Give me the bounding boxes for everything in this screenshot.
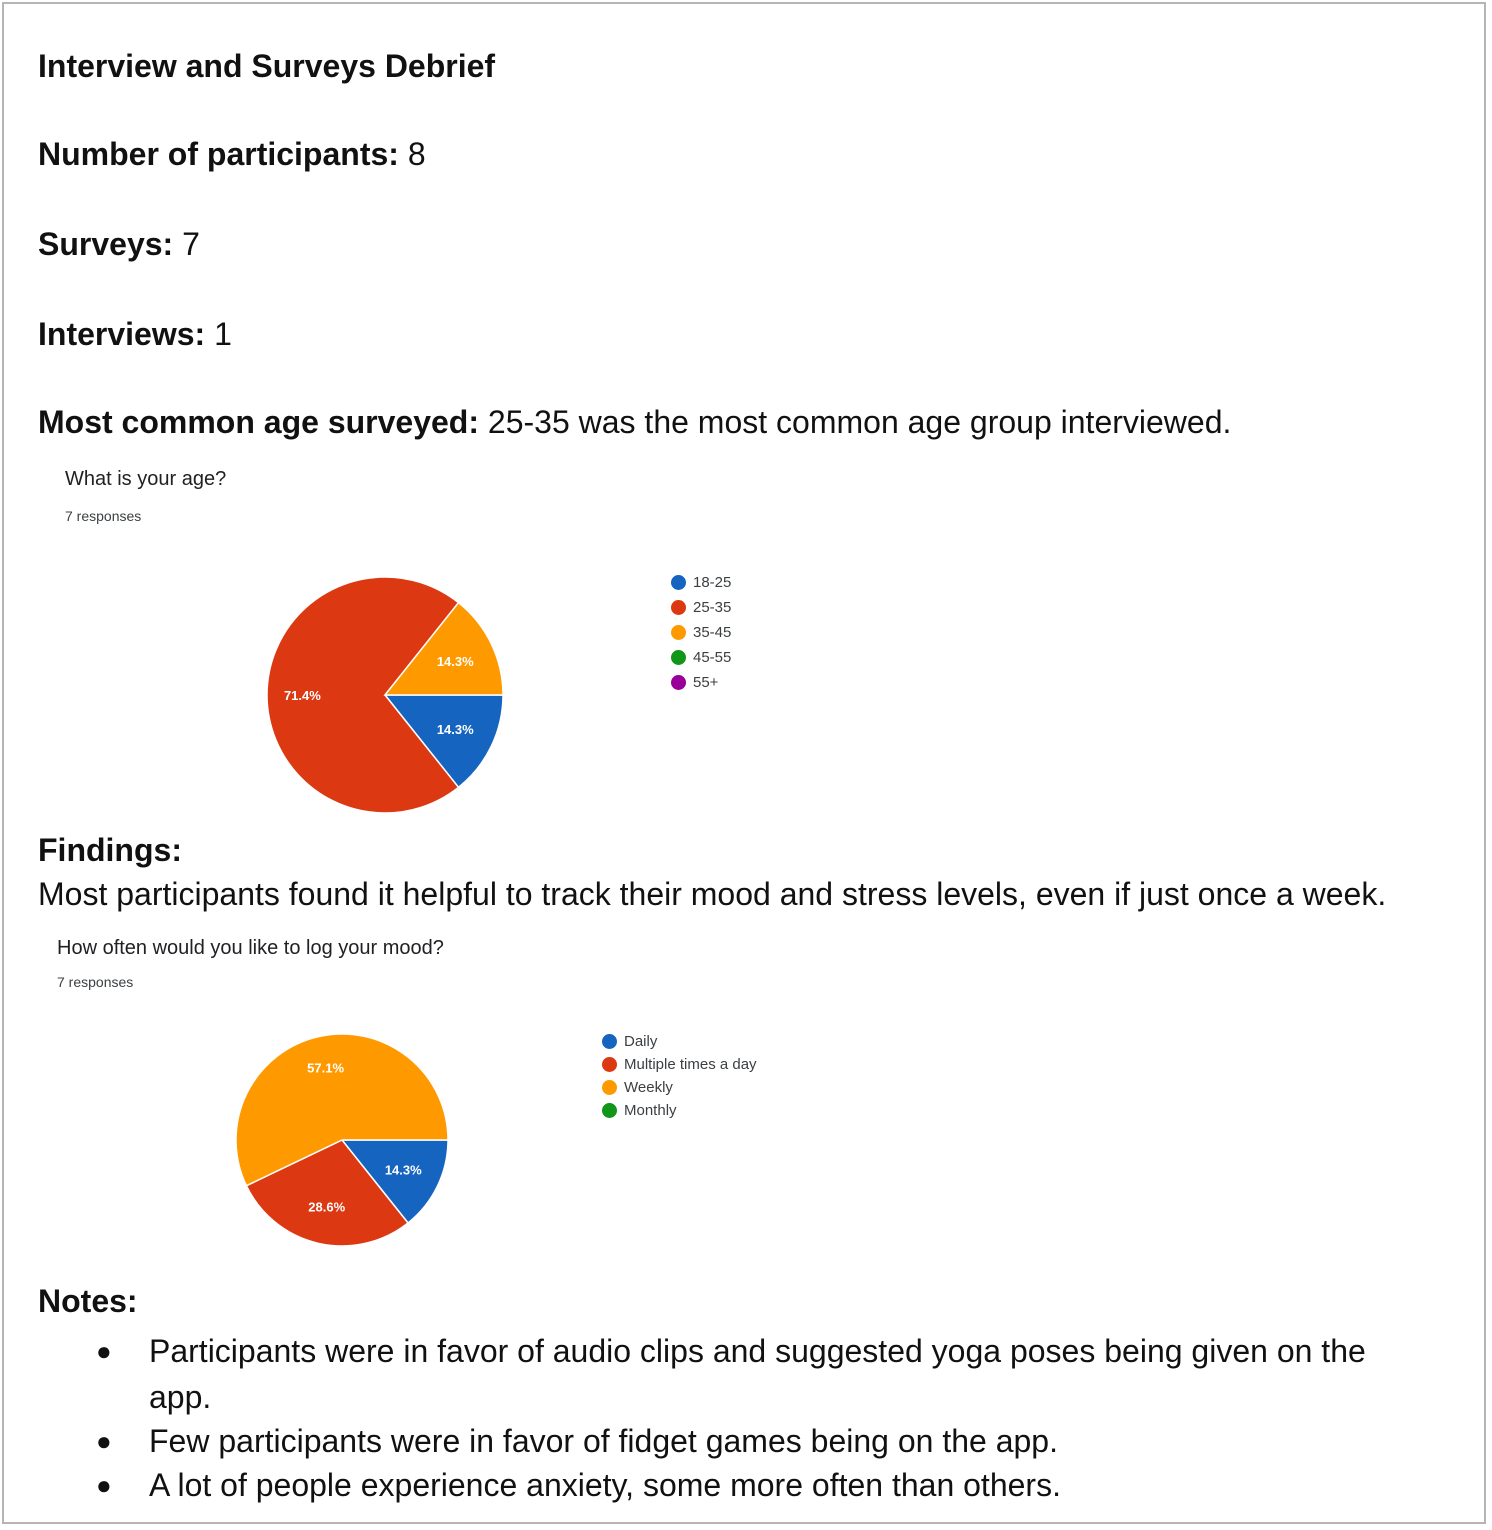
surveys-line <box>38 226 200 263</box>
legend-label: 25-35 <box>693 599 732 616</box>
notes-list <box>38 1328 1458 1508</box>
participants-value: 8 <box>407 136 426 172</box>
age-chart-subtitle: 7 responses <box>65 508 142 524</box>
bullet-icon: ● <box>96 1470 112 1500</box>
note-text: A lot of people experience anxiety, some more often than others. <box>149 1467 1061 1503</box>
legend-item-45-55 <box>671 645 731 670</box>
pie-label-35-45: 14.3% <box>436 654 474 670</box>
findings-label: Findings: <box>38 832 182 868</box>
legend-label: 35-45 <box>693 624 732 641</box>
legend-label: Monthly <box>624 1102 677 1119</box>
pie-label-Weekly: 57.1% <box>307 1060 345 1076</box>
legend-dot-icon <box>602 1057 617 1072</box>
mood-chart-legend <box>602 1030 757 1122</box>
age-chart-legend <box>671 570 731 695</box>
legend-item-Weekly <box>602 1076 757 1099</box>
age-text: 25-35 was the most common age group interviewed. <box>487 404 1232 440</box>
participants-line <box>38 136 426 173</box>
legend-dot-icon <box>671 675 686 690</box>
participants-label: Number of participants: <box>38 136 399 172</box>
mood-chart-title: How often would you like to log your mood? <box>57 937 444 959</box>
interviews-value: 1 <box>214 316 232 352</box>
note-text: Participants were in favor of audio clips and suggested yoga poses being given on the <box>149 1333 1366 1369</box>
findings-text: Most participants found it helpful to track their mood and stress levels, even if just once a week. <box>38 876 1387 912</box>
legend-item-Daily <box>602 1030 757 1053</box>
mood-pie-chart <box>226 1024 458 1256</box>
legend-label: 55+ <box>693 674 719 691</box>
interviews-line <box>38 316 232 353</box>
document-page <box>2 2 1486 1524</box>
list-item <box>38 1462 1458 1508</box>
age-label: Most common age surveyed: <box>38 404 479 440</box>
pie-label-Multiple times a day: 28.6% <box>308 1199 346 1215</box>
legend-item-25-35 <box>671 595 731 620</box>
notes-line <box>38 1283 138 1320</box>
legend-dot-icon <box>671 575 686 590</box>
pie-label-25-35: 71.4% <box>283 688 321 703</box>
interviews-label: Interviews: <box>38 316 206 352</box>
legend-dot-icon <box>671 650 686 665</box>
page-title: Interview and Surveys Debrief <box>38 48 496 84</box>
legend-item-Monthly <box>602 1099 757 1122</box>
pie-label-18-25: 14.3% <box>436 721 474 737</box>
age-line <box>38 404 1231 441</box>
legend-dot-icon <box>602 1034 617 1049</box>
legend-item-18-25 <box>671 570 731 595</box>
note-text: app. <box>149 1379 212 1415</box>
mood-chart-subtitle: 7 responses <box>57 974 134 990</box>
legend-label: 45-55 <box>693 649 732 666</box>
legend-label: Multiple times a day <box>624 1056 757 1073</box>
bullet-icon: ● <box>96 1426 112 1456</box>
surveys-value: 7 <box>182 226 200 262</box>
legend-label: Weekly <box>624 1079 673 1096</box>
age-pie-chart <box>255 565 515 825</box>
surveys-label: Surveys: <box>38 226 174 262</box>
legend-dot-icon <box>602 1103 617 1118</box>
list-item <box>38 1328 1458 1374</box>
age-chart-title: What is your age? <box>65 468 227 490</box>
list-item <box>38 1418 1458 1464</box>
legend-dot-icon <box>671 625 686 640</box>
legend-label: Daily <box>624 1033 658 1050</box>
findings-line <box>38 832 182 869</box>
notes-label: Notes: <box>38 1283 138 1319</box>
note-text: Few participants were in favor of fidget games being on the app. <box>149 1423 1058 1459</box>
legend-dot-icon <box>602 1080 617 1095</box>
legend-item-55+ <box>671 670 731 695</box>
legend-label: 18-25 <box>693 574 732 591</box>
legend-item-35-45 <box>671 620 731 645</box>
pie-label-Daily: 14.3% <box>384 1162 422 1178</box>
legend-dot-icon <box>671 600 686 615</box>
list-item <box>38 1374 1458 1420</box>
bullet-icon: ● <box>96 1336 112 1366</box>
legend-item-Multiple times a day <box>602 1053 757 1076</box>
